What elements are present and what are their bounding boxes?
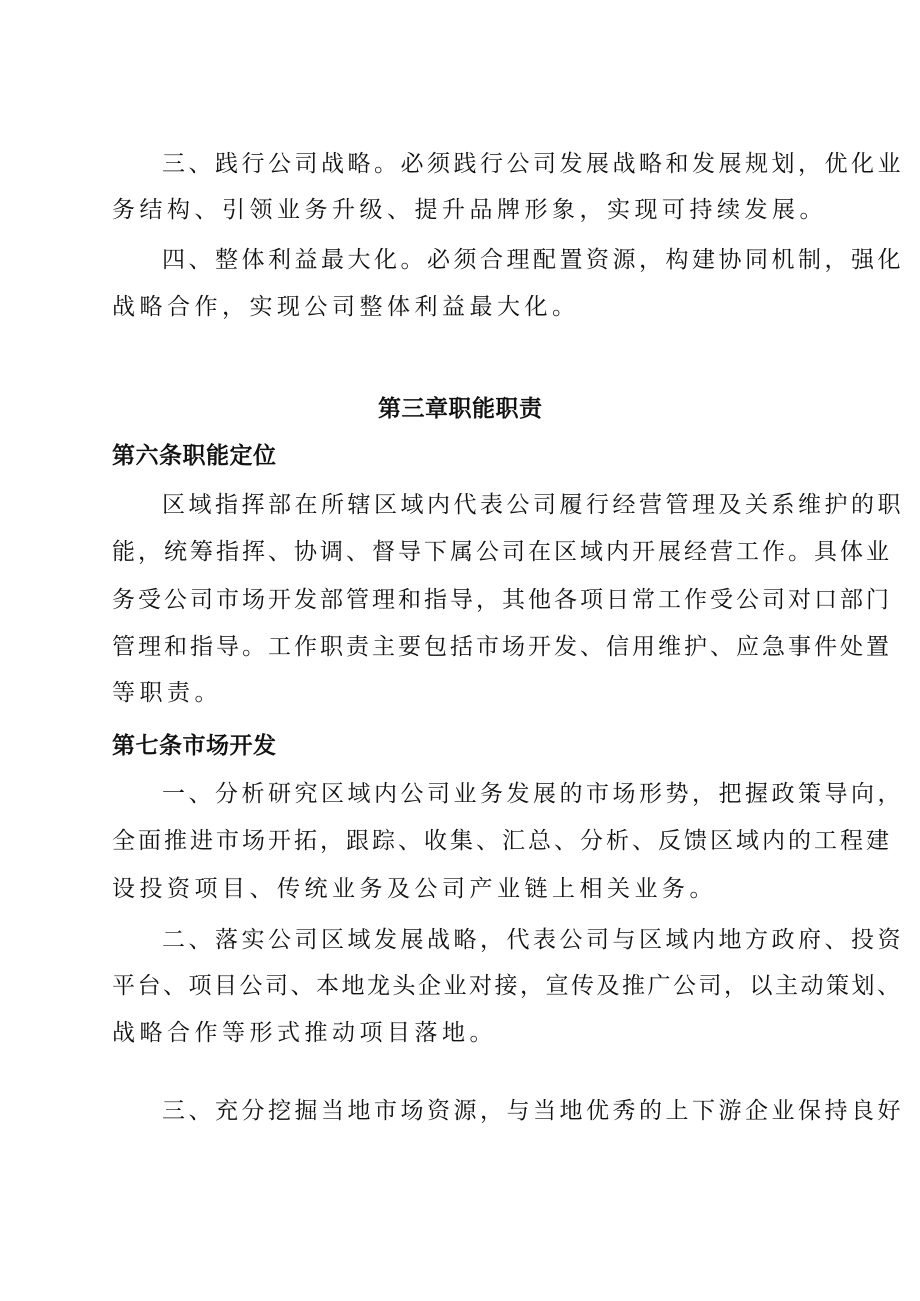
article-7-title: 第七条市场开发 <box>112 733 277 759</box>
article-6-title: 第六条职能定位 <box>112 443 277 469</box>
article-6-line-1: 区域指挥部在所辖区域内代表公司履行经营管理及关系维护的职 <box>162 492 904 518</box>
paragraph-principle-3-line-2: 务结构、引领业务升级、提升品牌形象，实现可持续发展。 <box>112 197 827 223</box>
article-7-item-2-line-3: 战略合作等形式推动项目落地。 <box>112 1020 497 1046</box>
article-7-item-1-line-3: 设投资项目、传统业务及公司产业链上相关业务。 <box>112 876 717 902</box>
article-6-line-3: 务受公司市场开发部管理和指导，其他各项日常工作受公司对口部门 <box>112 587 892 613</box>
paragraph-principle-4-line-1: 四、整体利益最大化。必须合理配置资源，构建协同机制，强化 <box>162 247 904 273</box>
article-7-item-1-line-2: 全面推进市场开拓，跟踪、收集、汇总、分析、反馈区域内的工程建 <box>112 828 892 854</box>
article-7-item-3-line-1: 三、充分挖掘当地市场资源，与当地优秀的上下游企业保持良好 <box>162 1098 904 1124</box>
article-7-item-2-line-1: 二、落实公司区域发展战略，代表公司与区域内地方政府、投资 <box>162 927 904 953</box>
article-6-line-5: 等职责。 <box>112 680 222 706</box>
article-6-line-4: 管理和指导。工作职责主要包括市场开发、信用维护、应急事件处置 <box>112 634 892 660</box>
article-7-item-1-line-1: 一、分析研究区域内公司业务发展的市场形势，把握政策导向， <box>162 781 904 807</box>
article-6-line-2: 能，统筹指挥、协调、督导下属公司在区域内开展经营工作。具体业 <box>112 539 892 565</box>
paragraph-principle-3-line-1: 三、践行公司战略。必须践行公司发展战略和发展规划，优化业 <box>162 151 904 177</box>
chapter-title: 第三章职能职责 <box>378 396 543 422</box>
paragraph-principle-4-line-2: 战略合作，实现公司整体利益最大化。 <box>112 294 580 320</box>
article-7-item-2-line-2: 平台、项目公司、本地龙头企业对接，宣传及推广公司，以主动策划、 <box>112 973 903 999</box>
